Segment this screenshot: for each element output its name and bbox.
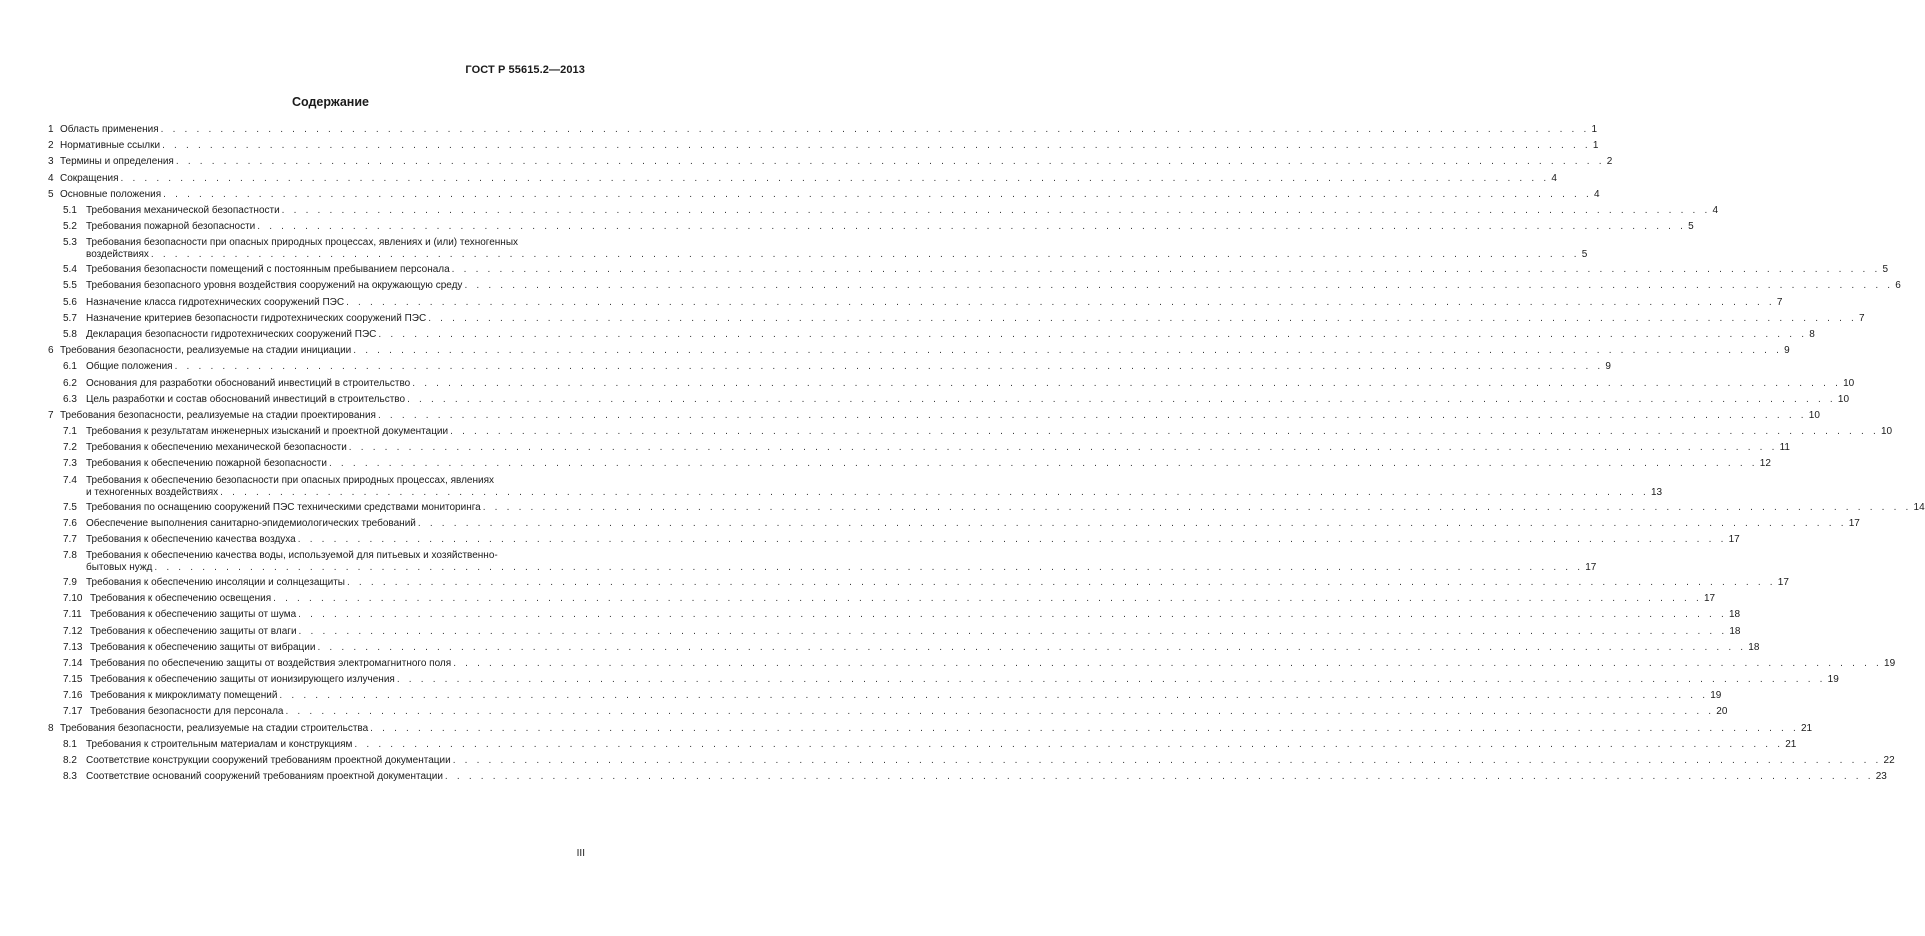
toc-entry[interactable] <box>48 641 1760 654</box>
toc-entry-page: 10 <box>1880 426 1893 438</box>
toc-leader-dots: . . . . . . . . . . . . . . . . . . . . . . . . . . . . . . . . . . . . . . . . . . . . . . . . . . . . . . . . . . . . . . . . . . . . . . . . . . . . . . . . . . . . . . . . . . . . . . . . . . . . . . . . . . . . . . . . . . . . . . . . <box>417 517 1847 529</box>
toc-entry[interactable] <box>48 550 1597 574</box>
toc-entry-number: 5.5 <box>63 280 77 292</box>
toc-entry-page: 21 <box>1801 722 1813 734</box>
page-number: III <box>576 848 585 859</box>
toc-leader-dots: . . . . . . . . . . . . . . . . . . . . . . . . . . . . . . . . . . . . . . . . . . . . . . . . . . . . . . . . . . . . . . . . . . . . . . . . . . . . . . . . . . . . . . . . . . . . . . . . . . . . . . . . . . . . . . . . . . . . . . . . <box>348 442 1778 454</box>
toc-entry-page: 17 <box>1848 517 1860 529</box>
toc-leader-dots: . . . . . . . . . . . . . . . . . . . . . . . . . . . . . . . . . . . . . . . . . . . . . . . . . . . . . . . . . . . . . . . . . . . . . . . . . . . . . . . . . . . . . . . . . . . . . . . . . . . . . . . . . . . . . . . . . . . . . . . . <box>317 641 1747 653</box>
toc-entry[interactable] <box>48 690 1722 702</box>
toc-entry-page: 12 <box>1759 458 1771 470</box>
toc-entry[interactable] <box>48 771 1887 783</box>
toc-entry[interactable] <box>48 377 1855 390</box>
toc-entry-page: 13 <box>1650 486 1663 498</box>
toc-entry-title: Цель разработки и состав обоснований инвестиций в строительство <box>86 393 406 405</box>
toc-entry-page: 9 <box>1784 345 1790 357</box>
toc-entry-title: Требования к строительным материалам и конструкциям <box>86 738 353 750</box>
toc-entry[interactable] <box>48 312 1865 325</box>
toc-entry[interactable] <box>48 156 1613 168</box>
toc-entry-title: Обеспечение выполнения санитарно-эпидемиологических требований <box>86 517 416 529</box>
toc-entry-page: 2 <box>1606 156 1613 168</box>
toc-entry-title: Требования к обеспечению защиты от вибрации <box>90 641 316 653</box>
toc-entry-page: 5 <box>1581 249 1588 261</box>
toc-entry-title: Требования безопасности помещений с постоянным пребыванием персонала <box>86 264 450 276</box>
standard-code: ГОСТ Р 55615.2—2013 <box>465 64 585 76</box>
toc-entry-number: 7.9 <box>63 576 77 588</box>
toc-entry-title: Общие положения <box>86 361 173 373</box>
toc-entry-number: 6.1 <box>63 361 77 373</box>
toc-entry-page: 10 <box>1808 409 1820 421</box>
toc-entry-title: Сокращения <box>60 172 119 184</box>
toc-entry-number: 6.2 <box>63 377 77 389</box>
toc-entry-page: 18 <box>1748 641 1760 653</box>
toc-entry-title: Требования к обеспечению инсоляции и солнцезащиты <box>86 576 345 588</box>
toc-entry-number: 5.8 <box>63 328 77 340</box>
toc-entry-number: 5.3 <box>63 237 77 249</box>
toc-entry-page: 19 <box>1710 690 1722 702</box>
toc-entry-number: 7.13 <box>63 641 83 653</box>
toc-entry-title: Термины и определения <box>60 156 174 168</box>
toc-entry-page: 18 <box>1729 625 1741 637</box>
toc-entry-number: 7 <box>48 409 54 421</box>
toc-leader-dots: . . . . . . . . . . . . . . . . . . . . . . . . . . . . . . . . . . . . . . . . . . . . . . . . . . . . . . . . . . . . . . . . . . . . . . . . . . . . . . . . . . . . . . . . . . . . . . . . . . . . . . . . . . . . . . . . . . . . . . . . <box>464 280 1894 292</box>
toc-entry[interactable] <box>48 328 1815 341</box>
toc-entry[interactable] <box>48 501 1925 514</box>
toc-entry[interactable] <box>48 221 1694 233</box>
toc-entry-number: 1 <box>48 124 54 135</box>
toc-leader-dots: . . . . . . . . . . . . . . . . . . . . . . . . . . . . . . . . . . . . . . . . . . . . . . . . . . . . . . . . . . . . . . . . . . . . . . . . . . . . . . . . . . . . . . . . . . . . . . . . . . . . . . . . . . . . . . . . . . . . . . . . <box>285 706 1715 718</box>
toc-leader-dots: . . . . . . . . . . . . . . . . . . . . . . . . . . . . . . . . . . . . . . . . . . . . . . . . . . . . . . . . . . . . . . . . . . . . . . . . . . . . . . . . . . . . . . . . . . . . . . . . . . . . . . . . . . . . . . . . . . . . . . . . <box>354 738 1784 750</box>
toc-entry-title: Требования пожарной безопасности <box>86 221 256 233</box>
toc-entry-title: Назначение класса гидротехнических сооружений ПЭС <box>86 296 345 308</box>
toc-leader-dots: . . . . . . . . . . . . . . . . . . . . . . . . . . . . . . . . . . . . . . . . . . . . . . . . . . . . . . . . . . . . . . . . . . . . . . . . . . . . . . . . . . . . . . . . . . . . . . . . . . . . . . . . . . . . . . . . . . . . . . . . <box>450 426 1879 438</box>
toc-entry-number: 6.3 <box>63 393 77 405</box>
toc-entry-number: 5.1 <box>63 204 77 216</box>
toc-entry-title: Требования к обеспечению защиты от ионизирующего излучения <box>90 674 395 686</box>
toc-entry[interactable] <box>48 426 1893 438</box>
toc-entry-title: Декларация безопасности гидротехнических сооружений ПЭС <box>86 328 377 340</box>
toc-entry-title: Требования механической безопастности <box>86 204 280 216</box>
toc-entry-page: 22 <box>1883 755 1895 767</box>
toc-entry-title: Требования к обеспечению безопасности при опасных природных процессах, явлениях <box>86 474 495 486</box>
toc-entry-title: Требования безопасности для персонала <box>90 706 284 718</box>
toc-entry-number: 4 <box>48 172 54 184</box>
toc-entry-page: 1 <box>1592 140 1599 152</box>
toc-entry-title: Требования безопасности при опасных природных процессах, явлениях и (или) техногенных <box>86 237 519 249</box>
toc-entry-page: 21 <box>1785 738 1797 750</box>
toc-entry-title: Основные положения <box>60 188 162 200</box>
toc-entry[interactable] <box>48 442 1790 454</box>
toc-leader-dots: . . . . . . . . . . . . . . . . . . . . . . . . . . . . . . . . . . . . . . . . . . . . . . . . . . . . . . . . . . . . . . . . . . . . . . . . . . . . . . . . . . . . . . . . . . . . . . . . . . . . . . . . . . . . . . . . . . . . . . . . <box>220 486 1649 498</box>
toc-entry-number: 3 <box>48 156 54 168</box>
toc-entry-title: Требования к обеспечению качества воды, используемой для питьевых и хозяйственно- <box>86 550 498 562</box>
toc-entry-title: Соответствие конструкции сооружений требованиям проектной документации <box>86 755 451 767</box>
toc-entry-title: Требования по обеспечению защиты от воздействия электромагнитного поля <box>90 657 452 669</box>
toc-entry[interactable] <box>48 576 1789 589</box>
toc-entry[interactable] <box>48 237 1588 261</box>
toc-entry-number: 5.4 <box>63 264 77 276</box>
toc-leader-dots: . . . . . . . . . . . . . . . . . . . . . . . . . . . . . . . . . . . . . . . . . . . . . . . . . . . . . . . . . . . . . . . . . . . . . . . . . . . . . . . . . . . . . . . . . . . . . . . . . . . . . . . . . . . . . . . . . . . . . . . . <box>377 409 1807 421</box>
toc-entry-page: 19 <box>1884 657 1896 669</box>
toc-entry[interactable] <box>48 738 1797 751</box>
toc-entry[interactable] <box>48 124 1598 136</box>
toc-entry-number: 8.1 <box>63 738 77 750</box>
toc-leader-dots: . . . . . . . . . . . . . . . . . . . . . . . . . . . . . . . . . . . . . . . . . . . . . . . . . . . . . . . . . . . . . . . . . . . . . . . . . . . . . . . . . . . . . . . . . . . . . . . . . . . . . . . . . . . . . . . . . . . . . . . . <box>279 690 1709 702</box>
toc-leader-dots: . . . . . . . . . . . . . . . . . . . . . . . . . . . . . . . . . . . . . . . . . . . . . . . . . . . . . . . . . . . . . . . . . . . . . . . . . . . . . . . . . . . . . . . . . . . . . . . . . . . . . . . . . . . . . . . . . . . . . . . . <box>163 188 1592 200</box>
toc-entry[interactable] <box>48 517 1860 530</box>
toc-leader-dots: . . . . . . . . . . . . . . . . . . . . . . . . . . . . . . . . . . . . . . . . . . . . . . . . . . . . . . . . . . . . . . . . . . . . . . . . . . . . . . . . . . . . . . . . . . . . . . . . . . . . . . . . . . . . . . . . . . . . . . . . <box>175 156 1605 168</box>
toc-entry-number: 7.1 <box>63 426 77 438</box>
toc-entry[interactable] <box>48 345 1790 357</box>
toc-entry-number: 7.14 <box>63 657 83 669</box>
toc-leader-dots: . . . . . . . . . . . . . . . . . . . . . . . . . . . . . . . . . . . . . . . . . . . . . . . . . . . . . . . . . . . . . . . . . . . . . . . . . . . . . . . . . . . . . . . . . . . . . . . . . . . . . . . . . . . . . . . . . . . . . . . . <box>444 771 1874 783</box>
toc-entry-number: 2 <box>48 140 54 152</box>
toc-entry[interactable] <box>48 172 1557 185</box>
toc-entry[interactable] <box>48 458 1771 470</box>
toc-entry-page: 7 <box>1859 312 1865 324</box>
toc-entry-number: 7.7 <box>63 533 77 545</box>
toc-entry-page: 5 <box>1688 221 1694 233</box>
toc-leader-dots: . . . . . . . . . . . . . . . . . . . . . . . . . . . . . . . . . . . . . . . . . . . . . . . . . . . . . . . . . . . . . . . . . . . . . . . . . . . . . . . . . . . . . . . . . . . . . . . . . . . . . . . . . . . . . . . . . . . . . . . . <box>346 576 1776 588</box>
toc-leader-dots: . . . . . . . . . . . . . . . . . . . . . . . . . . . . . . . . . . . . . . . . . . . . . . . . . . . . . . . . . . . . . . . . . . . . . . . . . . . . . . . . . . . . . . . . . . . . . . . . . . . . . . . . . . . . . . . . . . . . . . . . <box>328 458 1758 470</box>
table-of-contents <box>48 124 1925 787</box>
toc-entry-title: и техногенных воздействиях <box>86 486 219 498</box>
toc-entry-page: 17 <box>1728 533 1740 545</box>
toc-entry-number: 8 <box>48 722 54 734</box>
toc-entry-number: 5.6 <box>63 296 77 308</box>
toc-entry[interactable] <box>48 755 1895 767</box>
toc-entry-title: Требования к обеспечению освещения <box>90 593 272 605</box>
toc-leader-dots: . . . . . . . . . . . . . . . . . . . . . . . . . . . . . . . . . . . . . . . . . . . . . . . . . . . . . . . . . . . . . . . . . . . . . . . . . . . . . . . . . . . . . . . . . . . . . . . . . . . . . . . . . . . . . . . . . . . . . . . . <box>428 312 1858 324</box>
toc-entry[interactable] <box>48 674 1839 686</box>
toc-entry-number: 8.2 <box>63 755 77 767</box>
toc-entry-title: Требования безопасности, реализуемые на стадии проектирования <box>60 409 376 421</box>
toc-leader-dots: . . . . . . . . . . . . . . . . . . . . . . . . . . . . . . . . . . . . . . . . . . . . . . . . . . . . . . . . . . . . . . . . . . . . . . . . . . . . . . . . . . . . . . . . . . . . . . . . . . . . . . . . . . . . . . . . . . . . . . . . <box>150 249 1580 261</box>
toc-entry[interactable] <box>48 609 1741 621</box>
toc-leader-dots: . . . . . . . . . . . . . . . . . . . . . . . . . . . . . . . . . . . . . . . . . . . . . . . . . . . . . . . . . . . . . . . . . . . . . . . . . . . . . . . . . . . . . . . . . . . . . . . . . . . . . . . . . . . . . . . . . . . . . . . . <box>154 562 1584 574</box>
toc-leader-dots: . . . . . . . . . . . . . . . . . . . . . . . . . . . . . . . . . . . . . . . . . . . . . . . . . . . . . . . . . . . . . . . . . . . . . . . . . . . . . . . . . . . . . . . . . . . . . . . . . . . . . . . . . . . . . . . . . . . . . . . . <box>482 501 1912 513</box>
toc-entry-title: Соответствие оснований сооружений требованиям проектной документации <box>86 771 443 783</box>
toc-entry-page: 10 <box>1837 393 1850 405</box>
toc-entry-number: 7.10 <box>63 593 83 605</box>
toc-entry-page: 5 <box>1882 264 1889 276</box>
toc-entry-page: 10 <box>1843 377 1855 389</box>
toc-entry-page: 23 <box>1875 771 1887 783</box>
toc-leader-dots: . . . . . . . . . . . . . . . . . . . . . . . . . . . . . . . . . . . . . . . . . . . . . . . . . . . . . . . . . . . . . . . . . . . . . . . . . . . . . . . . . . . . . . . . . . . . . . . . . . . . . . . . . . . . . . . . . . . . . . . . <box>451 264 1881 276</box>
toc-entry-number: 7.11 <box>63 609 82 621</box>
toc-entry-page: 8 <box>1809 328 1815 340</box>
toc-leader-dots: . . . . . . . . . . . . . . . . . . . . . . . . . . . . . . . . . . . . . . . . . . . . . . . . . . . . . . . . . . . . . . . . . . . . . . . . . . . . . . . . . . . . . . . . . . . . . . . . . . . . . . . . . . . . . . . . . . . . . . . . <box>162 140 1591 152</box>
toc-entry[interactable] <box>48 393 1850 406</box>
toc-entry-page: 14 <box>1913 501 1925 513</box>
toc-entry-number: 7.16 <box>63 690 83 702</box>
toc-entry-title: воздействиях <box>86 249 149 261</box>
toc-entry[interactable] <box>48 361 1611 373</box>
toc-entry-title: Требования по оснащению сооружений ПЭС техническими средствами мониторинга <box>86 501 481 513</box>
toc-entry[interactable] <box>48 204 1719 217</box>
toc-entry-number: 7.6 <box>63 517 77 529</box>
toc-leader-dots: . . . . . . . . . . . . . . . . . . . . . . . . . . . . . . . . . . . . . . . . . . . . . . . . . . . . . . . . . . . . . . . . . . . . . . . . . . . . . . . . . . . . . . . . . . . . . . . . . . . . . . . . . . . . . . . . . . . . . . . . <box>273 593 1702 605</box>
toc-entry-title: Требования к обеспечению пожарной безопасности <box>86 458 327 470</box>
toc-entry[interactable] <box>48 188 1600 201</box>
toc-entry-number: 7.8 <box>63 550 77 562</box>
toc-leader-dots: . . . . . . . . . . . . . . . . . . . . . . . . . . . . . . . . . . . . . . . . . . . . . . . . . . . . . . . . . . . . . . . . . . . . . . . . . . . . . . . . . . . . . . . . . . . . . . . . . . . . . . . . . . . . . . . . . . . . . . . . <box>297 533 1727 545</box>
toc-entry-title: Требования к обеспечению качества воздуха <box>86 533 296 545</box>
toc-entry-page: 17 <box>1703 593 1716 605</box>
toc-leader-dots: . . . . . . . . . . . . . . . . . . . . . . . . . . . . . . . . . . . . . . . . . . . . . . . . . . . . . . . . . . . . . . . . . . . . . . . . . . . . . . . . . . . . . . . . . . . . . . . . . . . . . . . . . . . . . . . . . . . . . . . . <box>378 328 1808 340</box>
toc-entry-title: бытовых нужд <box>86 562 153 574</box>
toc-leader-dots: . . . . . . . . . . . . . . . . . . . . . . . . . . . . . . . . . . . . . . . . . . . . . . . . . . . . . . . . . . . . . . . . . . . . . . . . . . . . . . . . . . . . . . . . . . . . . . . . . . . . . . . . . . . . . . . . . . . . . . . . <box>412 377 1842 389</box>
toc-entry-number: 6 <box>48 345 54 357</box>
toc-entry-page: 20 <box>1716 706 1728 718</box>
toc-entry-title: Требования к обеспечению защиты от влаги <box>90 625 297 637</box>
toc-entry[interactable] <box>48 140 1599 152</box>
toc-entry-title: Требования к микроклимату помещений <box>90 690 278 702</box>
toc-leader-dots: . . . . . . . . . . . . . . . . . . . . . . . . . . . . . . . . . . . . . . . . . . . . . . . . . . . . . . . . . . . . . . . . . . . . . . . . . . . . . . . . . . . . . . . . . . . . . . . . . . . . . . . . . . . . . . . . . . . . . . . . <box>453 657 1883 669</box>
toc-entry-page: 6 <box>1895 280 1901 292</box>
toc-entry[interactable] <box>48 474 1663 499</box>
toc-entry-page: 17 <box>1585 562 1597 574</box>
toc-entry-title: Требования к обеспечению защиты от шума <box>90 609 297 621</box>
toc-entry-number: 7.12 <box>63 625 83 637</box>
toc-entry-page: 17 <box>1777 576 1789 588</box>
toc-entry-number: 5 <box>48 188 54 200</box>
toc-entry-page: 11 <box>1779 442 1790 454</box>
toc-entry-page: 4 <box>1712 204 1719 216</box>
toc-entry-number: 7.2 <box>63 442 77 454</box>
toc-leader-dots: . . . . . . . . . . . . . . . . . . . . . . . . . . . . . . . . . . . . . . . . . . . . . . . . . . . . . . . . . . . . . . . . . . . . . . . . . . . . . . . . . . . . . . . . . . . . . . . . . . . . . . . . . . . . . . . . . . . . . . . . <box>298 609 1727 621</box>
toc-entry-page: 1 <box>1591 124 1598 135</box>
toc-entry[interactable] <box>48 593 1716 605</box>
toc-entry-number: 7.5 <box>63 501 77 513</box>
toc-entry-title: Область применения <box>60 124 159 135</box>
toc-entry[interactable] <box>48 280 1901 292</box>
toc-leader-dots: . . . . . . . . . . . . . . . . . . . . . . . . . . . . . . . . . . . . . . . . . . . . . . . . . . . . . . . . . . . . . . . . . . . . . . . . . . . . . . . . . . . . . . . . . . . . . . . . . . . . . . . . . . . . . . . . . . . . . . . . <box>120 172 1550 184</box>
toc-entry-page: 4 <box>1551 172 1557 184</box>
toc-entry[interactable] <box>48 722 1813 735</box>
toc-entry[interactable] <box>48 296 1783 309</box>
toc-entry-number: 5.2 <box>63 221 77 233</box>
toc-leader-dots: . . . . . . . . . . . . . . . . . . . . . . . . . . . . . . . . . . . . . . . . . . . . . . . . . . . . . . . . . . . . . . . . . . . . . . . . . . . . . . . . . . . . . . . . . . . . . . . . . . . . . . . . . . . . . . . . . . . . . . . . <box>281 204 1711 216</box>
page-title: Содержание <box>291 95 369 109</box>
toc-entry-title: Требования к результатам инженерных изысканий и проектной документации <box>86 426 449 438</box>
toc-leader-dots: . . . . . . . . . . . . . . . . . . . . . . . . . . . . . . . . . . . . . . . . . . . . . . . . . . . . . . . . . . . . . . . . . . . . . . . . . . . . . . . . . . . . . . . . . . . . . . . . . . . . . . . . . . . . . . . . . . . . . . . . <box>257 221 1687 233</box>
toc-entry-title: Требования безопасного уровня воздействия сооружений на окружающую среду <box>86 280 463 292</box>
toc-entry-number: 7.3 <box>63 458 77 470</box>
toc-leader-dots: . . . . . . . . . . . . . . . . . . . . . . . . . . . . . . . . . . . . . . . . . . . . . . . . . . . . . . . . . . . . . . . . . . . . . . . . . . . . . . . . . . . . . . . . . . . . . . . . . . . . . . . . . . . . . . . . . . . . . . . . <box>174 361 1604 373</box>
toc-entry[interactable] <box>48 264 1889 276</box>
toc-entry-number: 7.4 <box>63 474 77 486</box>
toc-leader-dots: . . . . . . . . . . . . . . . . . . . . . . . . . . . . . . . . . . . . . . . . . . . . . . . . . . . . . . . . . . . . . . . . . . . . . . . . . . . . . . . . . . . . . . . . . . . . . . . . . . . . . . . . . . . . . . . . . . . . . . . . <box>407 393 1836 405</box>
toc-leader-dots: . . . . . . . . . . . . . . . . . . . . . . . . . . . . . . . . . . . . . . . . . . . . . . . . . . . . . . . . . . . . . . . . . . . . . . . . . . . . . . . . . . . . . . . . . . . . . . . . . . . . . . . . . . . . . . . . . . . . . . . . <box>346 296 1775 308</box>
toc-leader-dots: . . . . . . . . . . . . . . . . . . . . . . . . . . . . . . . . . . . . . . . . . . . . . . . . . . . . . . . . . . . . . . . . . . . . . . . . . . . . . . . . . . . . . . . . . . . . . . . . . . . . . . . . . . . . . . . . . . . . . . . . <box>353 345 1783 357</box>
toc-entry-number: 5.7 <box>63 312 77 324</box>
toc-entry-page: 19 <box>1827 674 1839 686</box>
toc-entry-number: 7.15 <box>63 674 83 686</box>
toc-entry-title: Назначение критериев безопасности гидротехнических сооружений ПЭС <box>86 312 427 324</box>
toc-entry-title: Основания для разработки обоснований инвестиций в строительство <box>86 377 411 389</box>
toc-entry[interactable] <box>48 533 1740 546</box>
toc-entry-page: 9 <box>1605 361 1611 373</box>
toc-leader-dots: . . . . . . . . . . . . . . . . . . . . . . . . . . . . . . . . . . . . . . . . . . . . . . . . . . . . . . . . . . . . . . . . . . . . . . . . . . . . . . . . . . . . . . . . . . . . . . . . . . . . . . . . . . . . . . . . . . . . . . . . <box>160 124 1590 135</box>
toc-entry-number: 7.17 <box>63 706 83 718</box>
toc-leader-dots: . . . . . . . . . . . . . . . . . . . . . . . . . . . . . . . . . . . . . . . . . . . . . . . . . . . . . . . . . . . . . . . . . . . . . . . . . . . . . . . . . . . . . . . . . . . . . . . . . . . . . . . . . . . . . . . . . . . . . . . . <box>452 755 1882 767</box>
toc-leader-dots: . . . . . . . . . . . . . . . . . . . . . . . . . . . . . . . . . . . . . . . . . . . . . . . . . . . . . . . . . . . . . . . . . . . . . . . . . . . . . . . . . . . . . . . . . . . . . . . . . . . . . . . . . . . . . . . . . . . . . . . . <box>298 625 1728 637</box>
toc-entry-page: 7 <box>1776 296 1783 308</box>
toc-entry-page: 4 <box>1593 188 1600 200</box>
toc-leader-dots: . . . . . . . . . . . . . . . . . . . . . . . . . . . . . . . . . . . . . . . . . . . . . . . . . . . . . . . . . . . . . . . . . . . . . . . . . . . . . . . . . . . . . . . . . . . . . . . . . . . . . . . . . . . . . . . . . . . . . . . . <box>370 722 1799 734</box>
toc-entry[interactable] <box>48 625 1741 638</box>
toc-entry-number: 8.3 <box>63 771 77 783</box>
toc-entry-title: Требования к обеспечению механической безопасности <box>86 442 347 454</box>
toc-entry-title: Требования безопасности, реализуемые на стадии строительства <box>60 722 369 734</box>
toc-entry-page: 18 <box>1729 609 1741 621</box>
toc-entry[interactable] <box>48 706 1728 718</box>
toc-entry-title: Требования безопасности, реализуемые на стадии инициации <box>60 345 352 357</box>
toc-entry[interactable] <box>48 409 1820 422</box>
toc-leader-dots: . . . . . . . . . . . . . . . . . . . . . . . . . . . . . . . . . . . . . . . . . . . . . . . . . . . . . . . . . . . . . . . . . . . . . . . . . . . . . . . . . . . . . . . . . . . . . . . . . . . . . . . . . . . . . . . . . . . . . . . . <box>396 674 1826 686</box>
toc-entry[interactable] <box>48 657 1896 670</box>
toc-entry-title: Нормативные ссылки <box>60 140 161 152</box>
